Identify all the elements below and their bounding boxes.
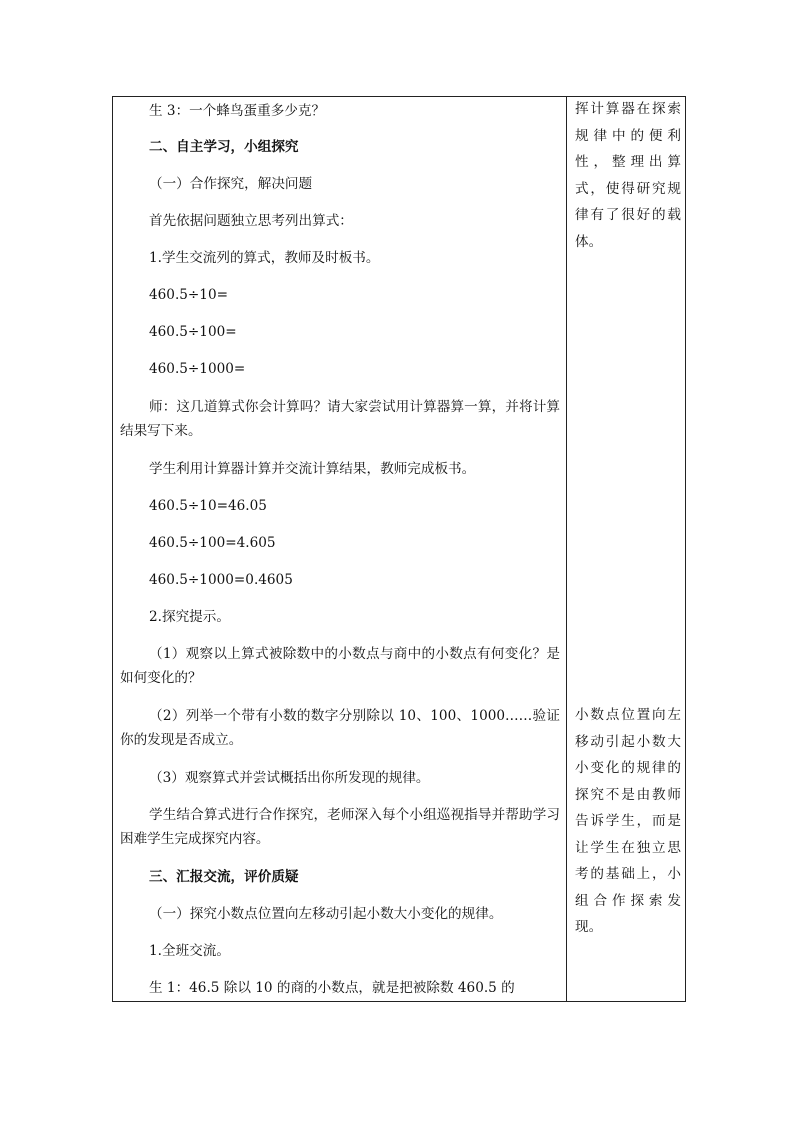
equation: 460.5÷10=	[149, 287, 228, 303]
lesson-plan-table	[112, 96, 686, 1002]
design-intent-column	[567, 97, 687, 1001]
equation-result: 460.5÷100=4.605	[149, 535, 276, 551]
hint-3: （3）观察算式并尝试概括出你所发现的规律。	[149, 770, 430, 786]
equation-result: 460.5÷1000=0.4605	[149, 572, 293, 588]
hint-1: （1）观察以上算式被除数中的小数点与商中的小数点有何变化？是如何变化的？	[120, 646, 560, 686]
paragraph: 学生利用计算器计算并交流计算结果，教师完成板书。	[149, 461, 476, 477]
student-question-3: 生 3：一个蜂鸟蛋重多少克？	[149, 103, 326, 119]
teaching-process-column	[113, 97, 566, 1001]
step-1: 1.全班交流。	[149, 943, 230, 959]
equation: 460.5÷1000=	[149, 361, 246, 377]
step-1: 1.学生交流列的算式，教师及时板书。	[149, 250, 380, 266]
student-answer-1: 生 1：46.5 除以 10 的商的小数点，就是把被除数 460.5 的	[149, 980, 515, 996]
teacher-prompt: 师：这几道算式你会计算吗？请大家尝试用计算器算一算，并将计算结果写下来。	[120, 399, 560, 439]
step-2: 2.探究提示。	[149, 609, 230, 625]
hint-2: （2）列举一个带有小数的数字分别除以 10、100、1000……验证你的发现是否成立。	[120, 708, 560, 748]
subsection-heading: （一）探究小数点位置向左移动引起小数大小变化的规律。	[149, 906, 503, 922]
subsection-heading: （一）合作探究，解决问题	[149, 176, 313, 192]
equation: 460.5÷100=	[149, 324, 237, 340]
design-note-2: 小数点位置向左移动引起小数大小变化的规律的探究不是由教师告诉学生，而是让学生在独立思考的基础上，小组合作探索发现。	[575, 707, 681, 935]
design-note-1: 挥计算器在探索规律中的便利性，整理出算式，使得研究规律有了很好的载体。	[575, 101, 681, 250]
section-heading-3: 三、汇报交流，评价质疑	[149, 869, 299, 885]
paragraph: 首先依据问题独立思考列出算式：	[149, 213, 353, 229]
section-heading-2: 二、自主学习，小组探究	[149, 139, 299, 155]
equation-result: 460.5÷10=46.05	[149, 498, 267, 514]
paragraph: 学生结合算式进行合作探究，老师深入每个小组巡视指导并帮助学习困难学生完成探究内容。	[120, 807, 560, 847]
